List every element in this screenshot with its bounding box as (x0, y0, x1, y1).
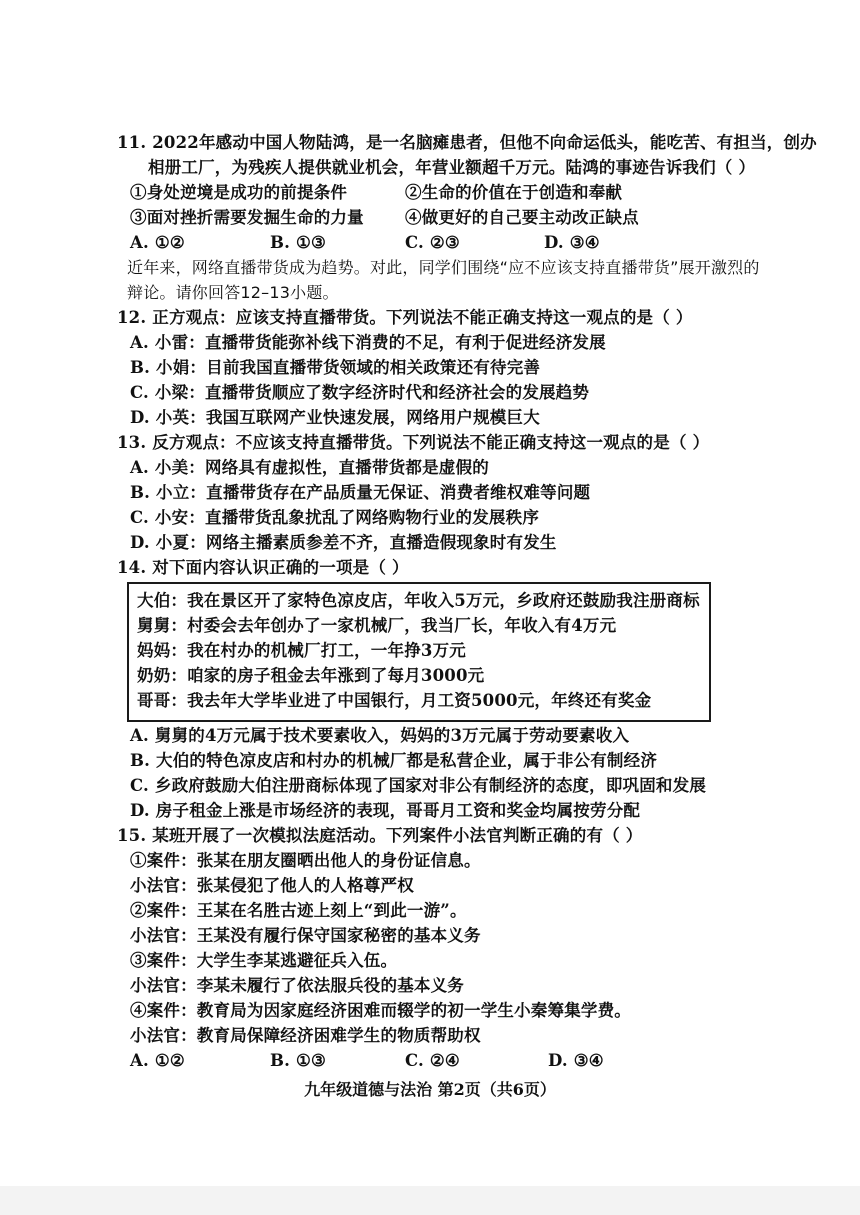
q11-stem-line-2: 相册工厂，为残疾人提供就业机会，年营业额超千万元。陆鸿的事迹告诉我们（ ） (148, 158, 756, 177)
q15-judge-3: 小法官：李某未履行了依法服兵役的基本义务 (130, 976, 464, 995)
q12-stem: 12. 正方观点：应该支持直播带货。下列说法不能正确支持这一观点的是（ ） (117, 308, 693, 327)
q14-box-line-5: 哥哥：我去年大学毕业进了中国银行，月工资5000元，年终还有奖金 (137, 691, 652, 710)
q14-option-d: D. 房子租金上涨是市场经济的表现，哥哥月工资和奖金均属按劳分配 (130, 801, 641, 820)
q11-option-2: ②生命的价值在于创造和奉献 (405, 183, 623, 202)
q15-judge-4: 小法官：教育局保障经济困难学生的物质帮助权 (130, 1026, 481, 1045)
q12-option-c: C. 小梁：直播带货顺应了数字经济时代和经济社会的发展趋势 (130, 383, 590, 402)
q14-box-line-4: 奶奶：咱家的房子租金去年涨到了每月3000元 (137, 666, 485, 685)
q14-box-line-1: 大伯：我在景区开了家特色凉皮店，年收入5万元，乡政府还鼓励我注册商标 (137, 591, 700, 610)
q11-option-3: ③面对挫折需要发掘生命的力量 (130, 208, 364, 227)
intro-line-2: 辩论。请你回答12–13小题。 (127, 283, 339, 302)
q15-choice-d: D. ③④ (548, 1051, 604, 1070)
scan-bottom-margin (0, 1186, 860, 1215)
q11-choice-a: A. ①② (130, 233, 185, 252)
q15-judge-2: 小法官：王某没有履行保守国家秘密的基本义务 (130, 926, 481, 945)
q11-choice-c: C. ②③ (405, 233, 460, 252)
q15-case-4: ④案件：教育局为因家庭经济困难而辍学的初一学生小秦筹集学费。 (130, 1001, 631, 1020)
q13-option-b: B. 小立：直播带货存在产品质量无保证、消费者维权难等问题 (130, 483, 591, 502)
q11-option-4: ④做更好的自己要主动改正缺点 (405, 208, 639, 227)
q13-option-c: C. 小安：直播带货乱象扰乱了网络购物行业的发展秩序 (130, 508, 540, 527)
q15-case-2: ②案件：王某在名胜古迹上刻上“到此一游”。 (130, 901, 467, 920)
q15-case-1: ①案件：张某在朋友圈晒出他人的身份证信息。 (130, 851, 481, 870)
q14-box-line-3: 妈妈：我在村办的机械厂打工，一年挣3万元 (137, 641, 466, 660)
q14-option-c: C. 乡政府鼓励大伯注册商标体现了国家对非公有制经济的态度，即巩固和发展 (130, 776, 707, 795)
q15-judge-1: 小法官：张某侵犯了他人的人格尊严权 (130, 876, 414, 895)
q15-stem: 15. 某班开展了一次模拟法庭活动。下列案件小法官判断正确的有（ ） (117, 826, 643, 845)
q12-option-b: B. 小娟：目前我国直播带货领域的相关政策还有待完善 (130, 358, 541, 377)
intro-line-1: 近年来，网络直播带货成为趋势。对此，同学们围绕“应不应该支持直播带货”展开激烈的 (127, 258, 760, 277)
q11-choice-b: B. ①③ (270, 233, 327, 252)
q14-stem: 14. 对下面内容认识正确的一项是（ ） (117, 558, 409, 577)
q13-stem: 13. 反方观点：不应该支持直播带货。下列说法不能正确支持这一观点的是（ ） (117, 433, 710, 452)
q15-choice-b: B. ①③ (270, 1051, 327, 1070)
q14-option-a: A. 舅舅的4万元属于技术要素收入，妈妈的3万元属于劳动要素收入 (130, 726, 630, 745)
page-footer: 九年级道德与法治 第2页（共6页） (304, 1080, 556, 1099)
q15-choice-c: C. ②④ (405, 1051, 460, 1070)
q14-box-line-2: 舅舅：村委会去年创办了一家机械厂，我当厂长，年收入有4万元 (137, 616, 617, 635)
q11-choice-d: D. ③④ (544, 233, 600, 252)
q14-option-b: B. 大伯的特色凉皮店和村办的机械厂都是私营企业，属于非公有制经济 (130, 751, 658, 770)
q15-choice-a: A. ①② (130, 1051, 185, 1070)
q11-stem-line-1: 11. 2022年感动中国人物陆鸿，是一名脑瘫患者，但他不向命运低头，能吃苦、有担当，创办 (117, 133, 817, 152)
q13-option-a: A. 小美：网络具有虚拟性，直播带货都是虚假的 (130, 458, 489, 477)
q12-option-a: A. 小雷：直播带货能弥补线下消费的不足，有利于促进经济发展 (130, 333, 606, 352)
q15-case-3: ③案件：大学生李某逃避征兵入伍。 (130, 951, 398, 970)
q13-option-d: D. 小夏：网络主播素质参差不齐，直播造假现象时有发生 (130, 533, 557, 552)
q11-option-1: ①身处逆境是成功的前提条件 (130, 183, 348, 202)
q12-option-d: D. 小英：我国互联网产业快速发展，网络用户规模巨大 (130, 408, 540, 427)
